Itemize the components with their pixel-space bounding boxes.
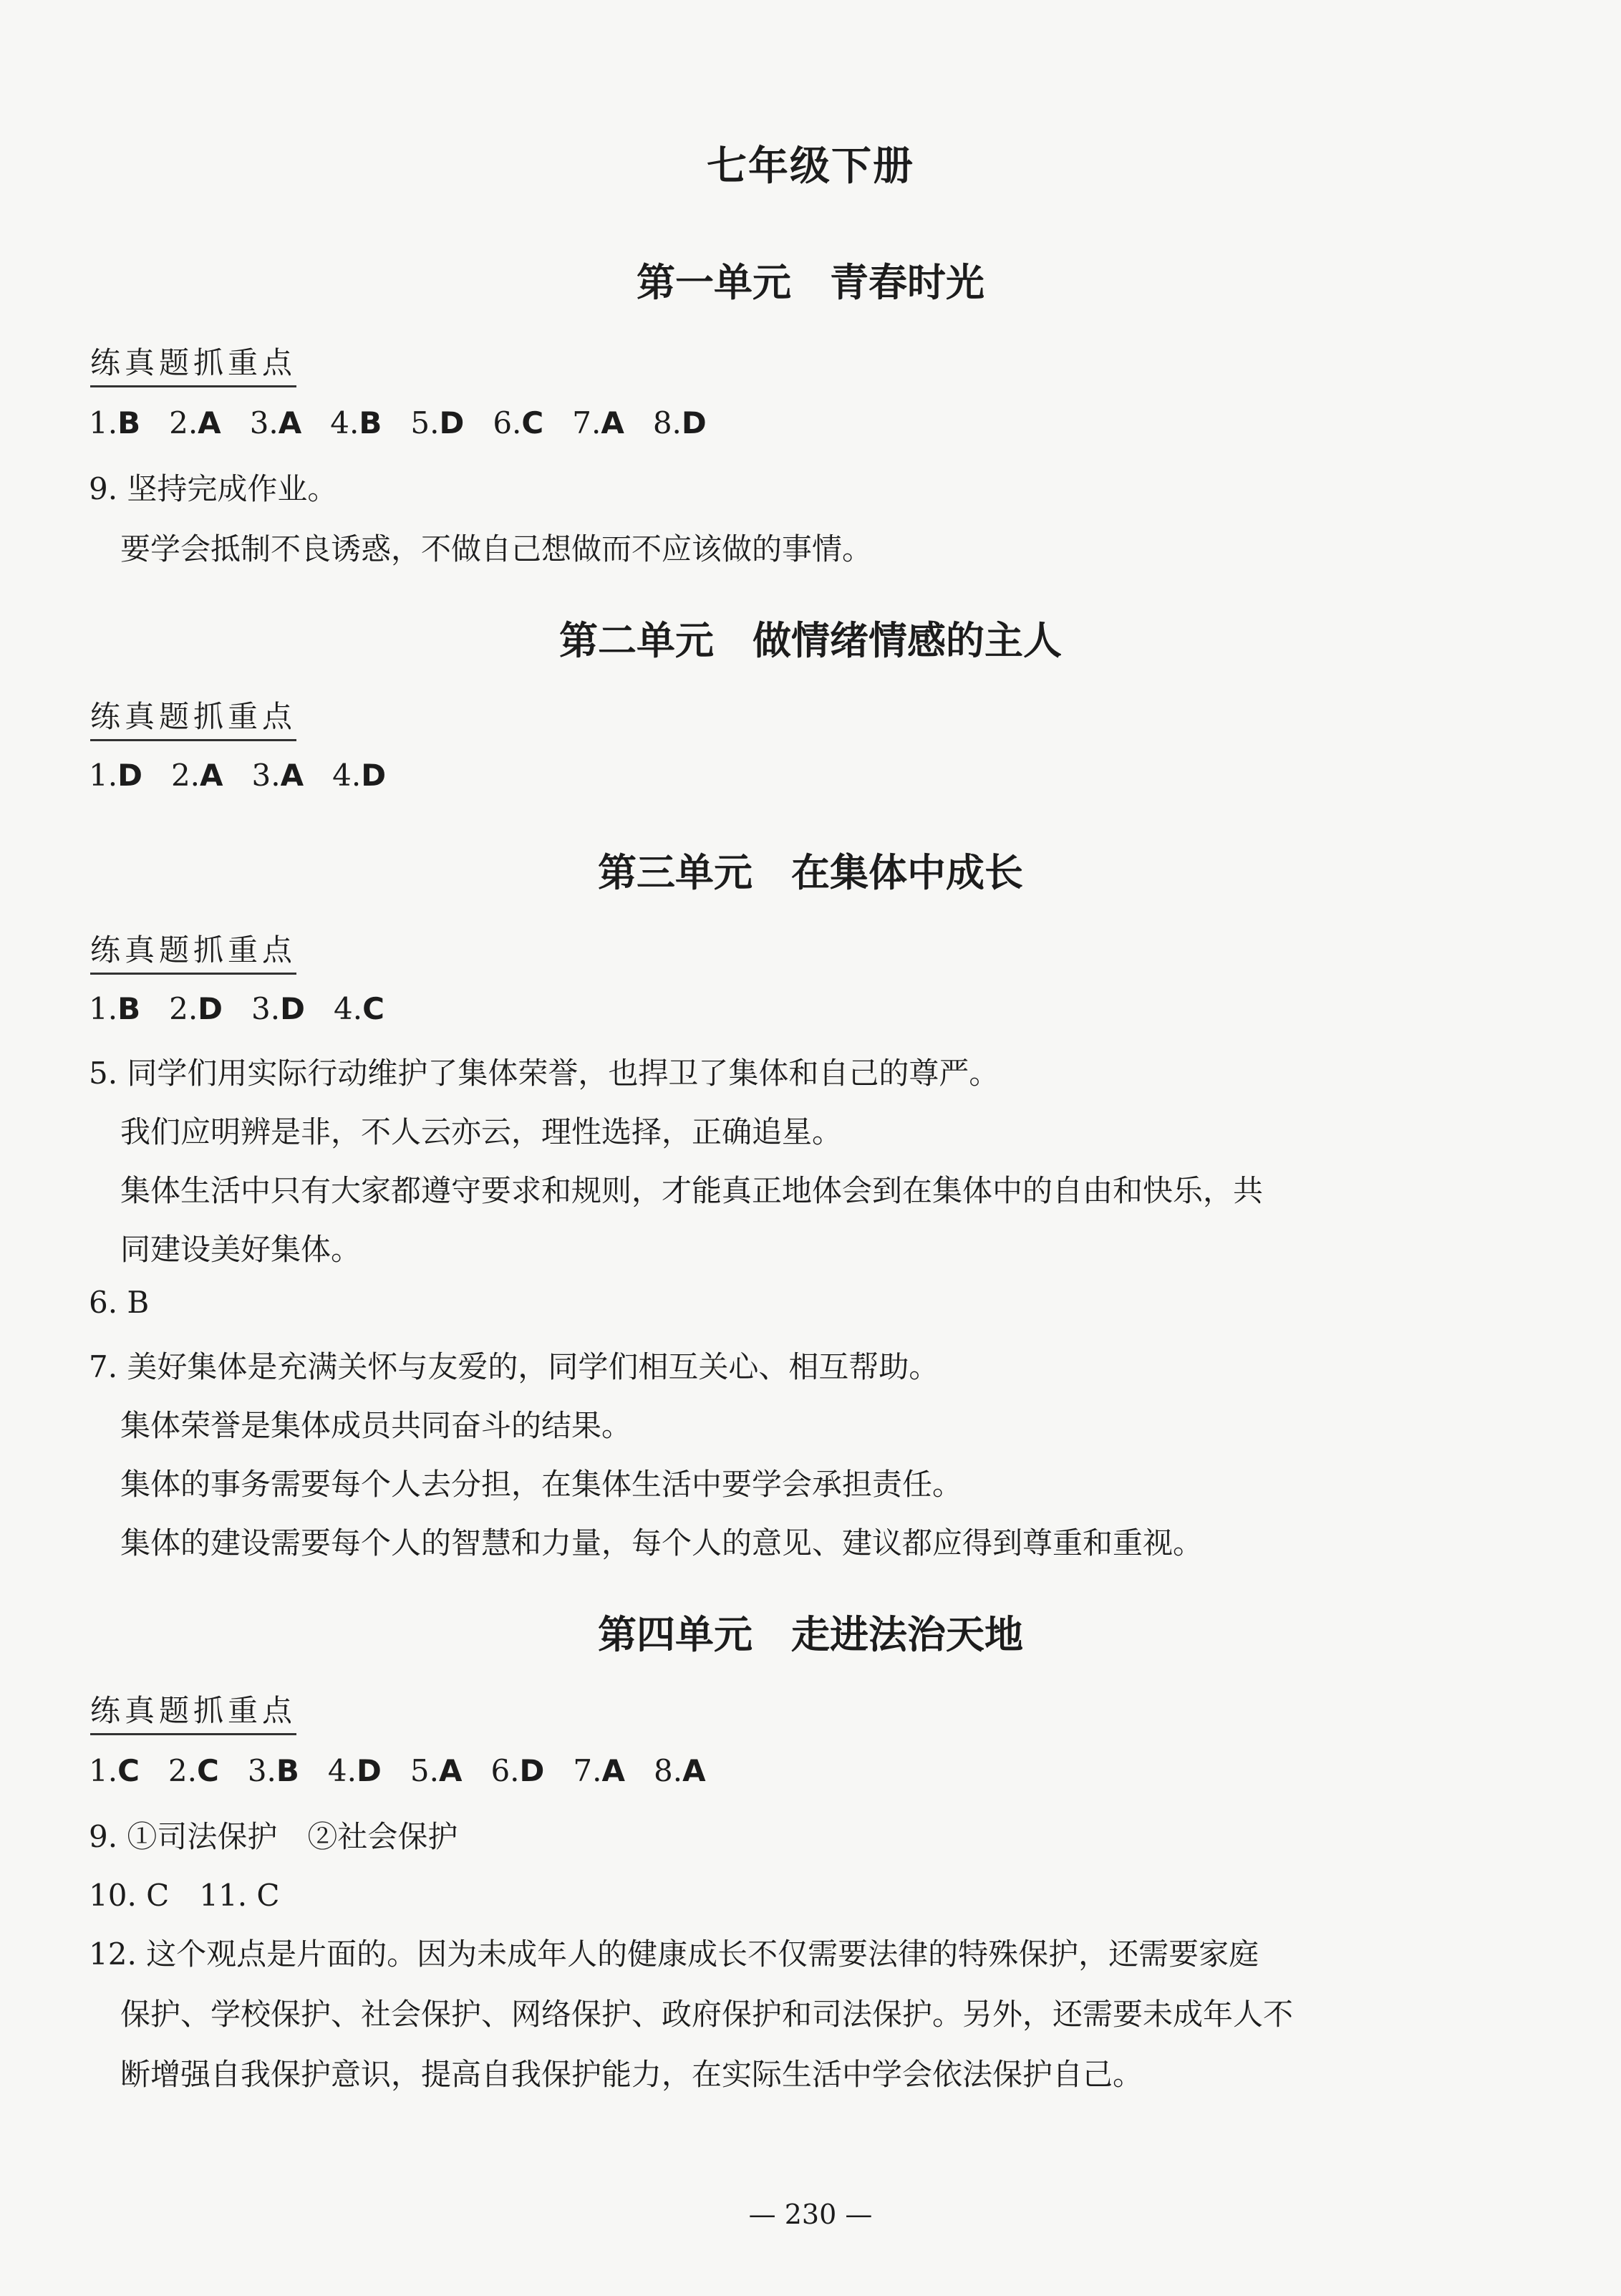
answer-item: 3. D	[251, 991, 305, 1026]
answer-item: 3. A	[249, 405, 302, 440]
answer-text-line: 9. 坚持完成作业。	[89, 471, 338, 506]
unit-1-heading: 第一单元 青春时光	[637, 260, 984, 305]
answer-text-line: 9. ①司法保护 ②社会保护	[89, 1819, 458, 1854]
answer-item: 4. D	[332, 758, 387, 793]
answer-text-line: 集体的事务需要每个人去分担，在集体生活中要学会承担责任。	[120, 1467, 963, 1502]
answer-item: 8. A	[654, 1753, 706, 1788]
answer-item: 2. A	[169, 405, 221, 440]
answer-item: 3. B	[247, 1753, 299, 1788]
unit-2-heading: 第二单元 做情绪情感的主人	[559, 618, 1062, 663]
answer-item: 1. C	[89, 1753, 140, 1788]
answer-item: 6. D	[490, 1753, 545, 1788]
answer-text-line: 7. 美好集体是充满关怀与友爱的，同学们相互关心、相互帮助。	[89, 1349, 939, 1384]
answer-text-line: 6. B	[89, 1285, 150, 1320]
unit-4-heading: 第四单元 走进法治天地	[598, 1612, 1023, 1657]
answer-item: 3. A	[251, 758, 304, 793]
unit-1-section-label: 练真题抓重点	[90, 339, 296, 387]
unit-3-answers	[89, 991, 384, 1026]
unit-3-heading: 第三单元 在集体中成长	[598, 850, 1023, 895]
answer-item: 5. D	[410, 405, 465, 440]
unit-1-answers	[89, 405, 707, 440]
answer-item: 4. B	[330, 405, 382, 440]
answer-text-line: 保护、学校保护、社会保护、网络保护、政府保护和司法保护。另外，还需要未成年人不	[120, 1997, 1294, 2032]
answer-text-line: 5. 同学们用实际行动维护了集体荣誉，也捍卫了集体和自己的尊严。	[89, 1056, 1000, 1091]
unit-2-answers	[89, 758, 386, 793]
answer-text-line: 集体生活中只有大家都遵守要求和规则，才能真正地体会到在集体中的自由和快乐，共	[120, 1173, 1264, 1208]
answer-item: 2. D	[169, 991, 223, 1026]
answer-item: 2. C	[168, 1753, 219, 1788]
answer-text-line: 12. 这个观点是片面的。因为未成年人的健康成长不仅需要法律的特殊保护，还需要家庭	[89, 1936, 1259, 1972]
answer-text-line: 集体荣誉是集体成员共同奋斗的结果。	[120, 1408, 632, 1443]
answer-item: 7. A	[572, 405, 624, 440]
answer-text-line: 要学会抵制不良诱惑，不做自己想做而不应该做的事情。	[120, 531, 873, 566]
answer-item: 5. A	[410, 1753, 463, 1788]
answer-text-line: 断增强自我保护意识，提高自我保护能力，在实际生活中学会依法保护自己。	[120, 2057, 1143, 2092]
unit-4-section-label: 练真题抓重点	[90, 1687, 296, 1735]
answer-item: 2. A	[170, 758, 223, 793]
answer-text-line: 集体的建设需要每个人的智慧和力量，每个人的意见、建议都应得到尊重和重视。	[120, 1525, 1204, 1561]
answer-item: 1. B	[89, 405, 141, 440]
answer-item: 6. C	[493, 405, 544, 440]
unit-4-answers	[89, 1753, 706, 1788]
answer-item: 8. D	[652, 405, 707, 440]
answer-item: 1. B	[89, 991, 141, 1026]
page-title: 七年级下册	[707, 143, 914, 190]
unit-3-section-label: 练真题抓重点	[90, 927, 296, 975]
answer-item: 4. D	[327, 1753, 382, 1788]
answer-text-line: 10. C 11. C	[89, 1878, 280, 1913]
page-number: — 230 —	[748, 2199, 873, 2230]
answer-item: 1. D	[89, 758, 142, 793]
answer-item: 4. C	[334, 991, 384, 1026]
answer-text-line: 我们应明辨是非，不人云亦云，理性选择，正确追星。	[120, 1114, 843, 1149]
answer-text-line: 同建设美好集体。	[120, 1232, 362, 1267]
unit-2-section-label: 练真题抓重点	[90, 693, 296, 741]
answer-item: 7. A	[573, 1753, 625, 1788]
